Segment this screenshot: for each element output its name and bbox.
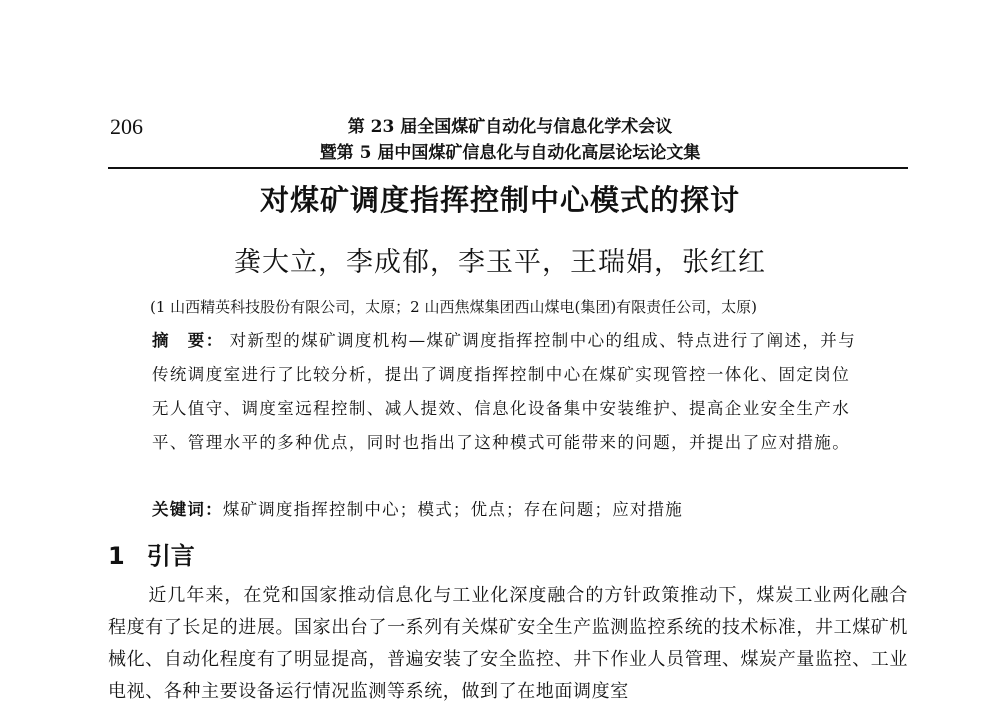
keywords-text: 煤矿调度指挥控制中心；模式；优点；存在问题；应对措施 (222, 500, 684, 519)
page-number: 206 (110, 114, 143, 139)
author-list: 龚大立，李成郁，李玉平，王瑞娟，张红红 (234, 247, 766, 278)
running-header (230, 114, 790, 166)
header-line-1: 第 23 届全国煤矿自动化与信息化学术会议 (347, 117, 673, 137)
abstract-label: 摘 要： (152, 331, 224, 350)
affiliations: (1 山西精英科技股份有限公司，太原；2 山西焦煤集团西山煤电(集团)有限责任公司，太原) (150, 298, 758, 316)
section-number: 1 (108, 542, 125, 570)
section-heading (108, 536, 195, 571)
paper-title: 对煤矿调度指挥控制中心模式的探讨 (259, 183, 740, 217)
keywords (152, 496, 864, 520)
abstract-text: 对新型的煤矿调度机构—煤矿调度指挥控制中心的组成、特点进行了阐述，并与传统调度室进行了比较分析，提出了调度指挥控制中心在煤矿实现管控一体化、固定岗位无人值守、调度室远程控制、减人提效、信息化设备集中安装维护、提高企业安全生产水平、管理水平的多种优点，同时也指出了这种模式可能带来的问题，并提出了应对措施。 (152, 331, 857, 452)
section-title: 引言 (146, 542, 195, 570)
keywords-label: 关键词： (152, 500, 223, 519)
abstract (152, 324, 864, 460)
header-line-2: 暨第 5 届中国煤矿信息化与自动化高层论坛论文集 (319, 143, 701, 163)
body-paragraph (108, 580, 908, 708)
body-text: 近几年来，在党和国家推动信息化与工业化深度融合的方针政策推动下，煤炭工业两化融合程度有了长足的进展。国家出台了一系列有关煤矿安全生产监测监控系统的技术标准，井工煤矿机械化、自动化程度有了明显提高，普遍安装了安全监控、井下作业人员管理、煤炭产量监控、工业电视、各种主要设备运行情况监测等系统，做到了在地面调度室 (108, 585, 908, 702)
header-rule (108, 167, 908, 169)
